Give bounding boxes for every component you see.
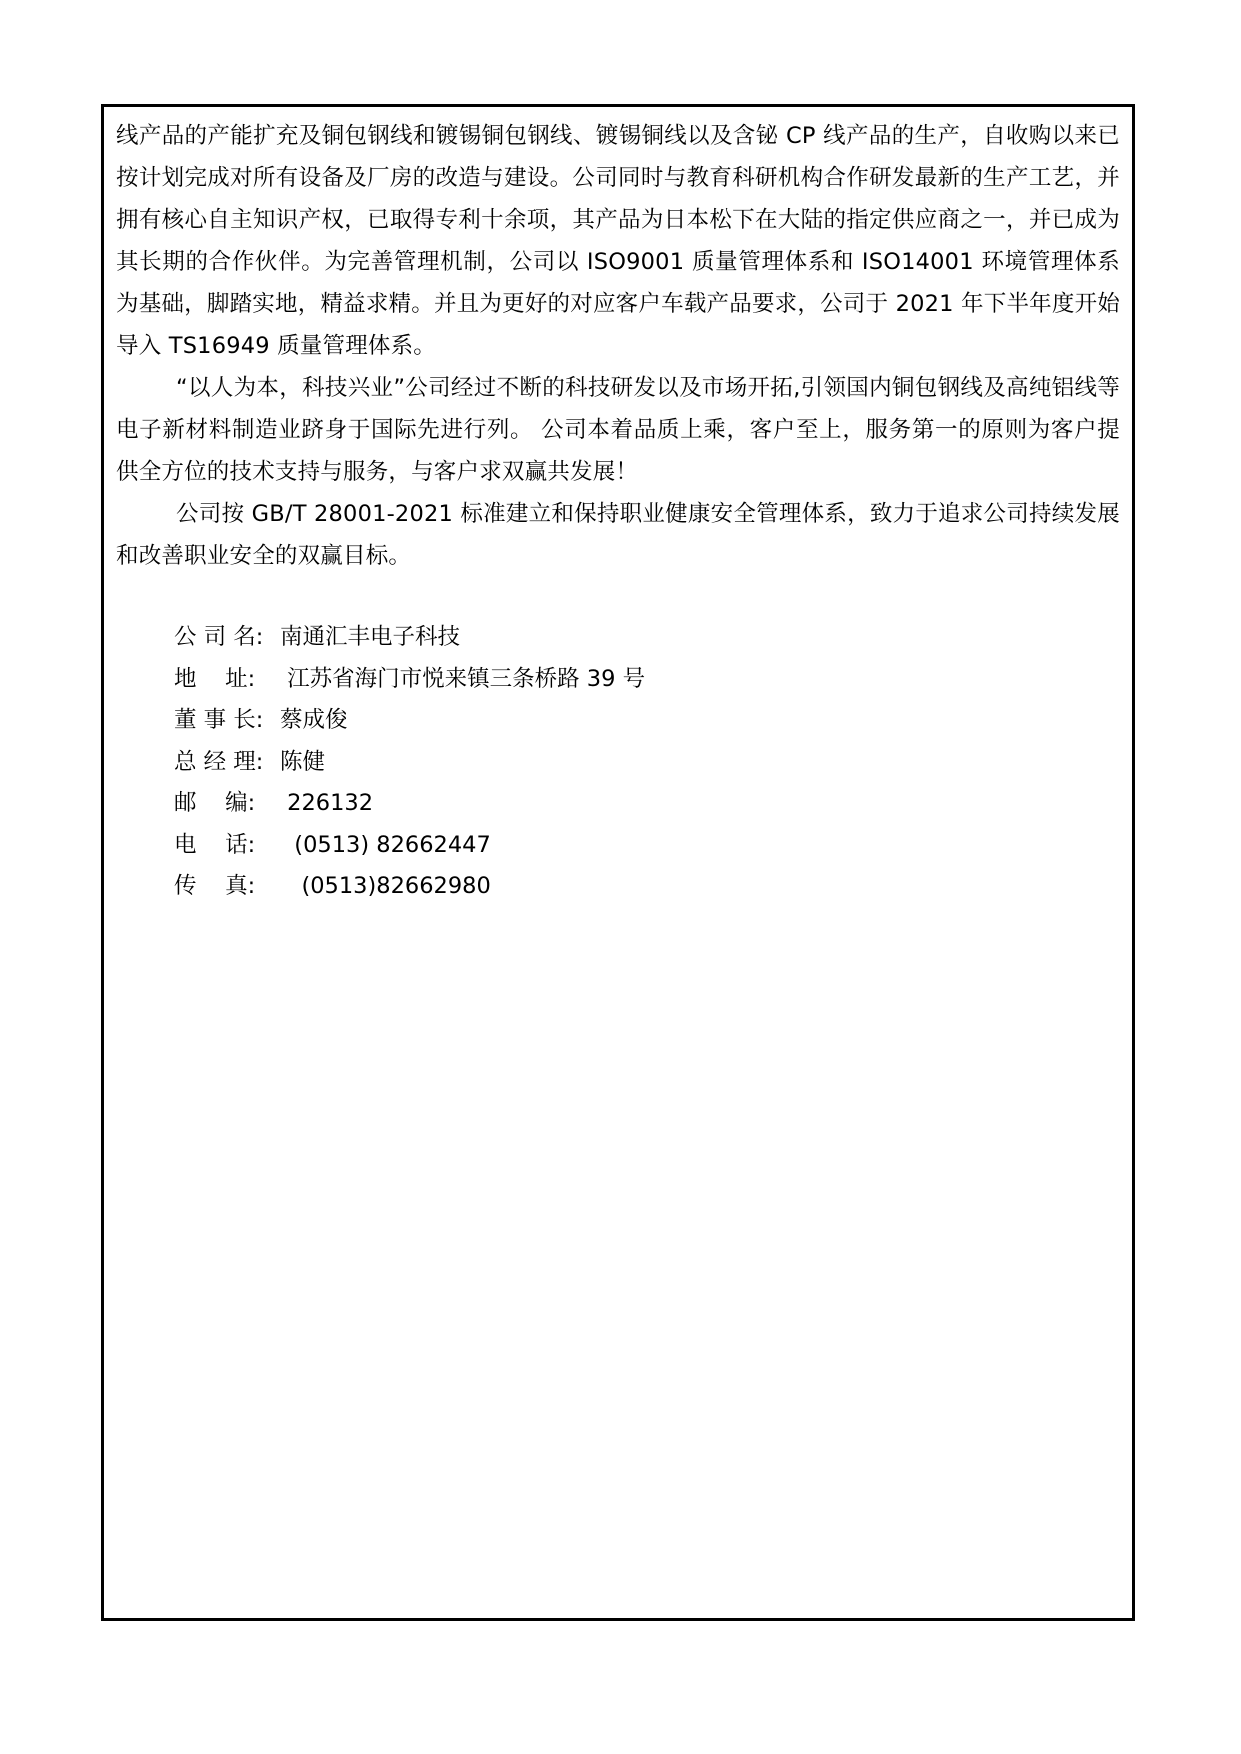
general-manager-row xyxy=(174,744,645,786)
paragraph-safety: 公司按 GB/T 28001-2021 标准建立和保持职业健康安全管理体系，致力于追求公司持续发展和改善职业安全的双赢目标。 xyxy=(116,501,1120,569)
phone-value: (0513) 82662447 xyxy=(280,831,491,858)
phone-label: 电 话: xyxy=(174,831,256,858)
chairman-row xyxy=(174,702,645,744)
company-name-row xyxy=(174,619,645,661)
postcode-row xyxy=(174,785,645,827)
fax-row xyxy=(174,868,645,910)
address-label: 地 址: xyxy=(174,665,256,692)
fax-value: (0513)82662980 xyxy=(280,873,491,899)
company-info-block xyxy=(174,619,645,910)
postcode-label: 邮 编: xyxy=(174,790,256,816)
document-frame xyxy=(101,104,1135,1621)
chairman-label: 董 事 长: xyxy=(174,707,264,733)
fax-label: 传 真: xyxy=(174,873,256,899)
phone-row xyxy=(174,827,645,869)
document-content xyxy=(116,115,1120,577)
address-value: 江苏省海门市悦来镇三条桥路 39 号 xyxy=(280,665,646,692)
chairman-value: 蔡成俊 xyxy=(280,707,348,733)
paragraph-philosophy: “以人为本，科技兴业”公司经过不断的科技研发以及市场开拓,引领国内铜包钢线及高纯铝线等电子新材料制造业跻身于国际先进行列。 公司本着品质上乘，客户至上，服务第一的原则为客户提供全方位的技术支持与服务，与客户求双赢共发展！ xyxy=(116,375,1120,485)
paragraph-production: 线产品的产能扩充及铜包钢线和镀锡铜包钢线、镀锡铜线以及含铋 CP 线产品的生产，自收购以来已按计划完成对所有设备及厂房的改造与建设。公司同时与教育科研机构合作研发最新的生产工艺，并拥有核心自主知识产权，已取得专利十余项，其产品为日本松下在大陆的指定供应商之一，并已成为其长期的合作伙伴。为完善管理机制，公司以 ISO9001 质量管理体系和 ISO14001 环境管理体系为基础，脚踏实地，精益求精。并且为更好的对应客户车载产品要求，公司于 2021 年下半年度开始导入 TS16949 质量管理体系。 xyxy=(116,123,1120,359)
general-manager-value: 陈健 xyxy=(280,748,326,775)
company-name-value: 南通汇丰电子科技 xyxy=(280,624,461,650)
postcode-value: 226132 xyxy=(280,790,374,816)
general-manager-label: 总 经 理: xyxy=(174,748,264,775)
company-name-label: 公 司 名: xyxy=(174,624,264,650)
address-row xyxy=(174,661,645,703)
